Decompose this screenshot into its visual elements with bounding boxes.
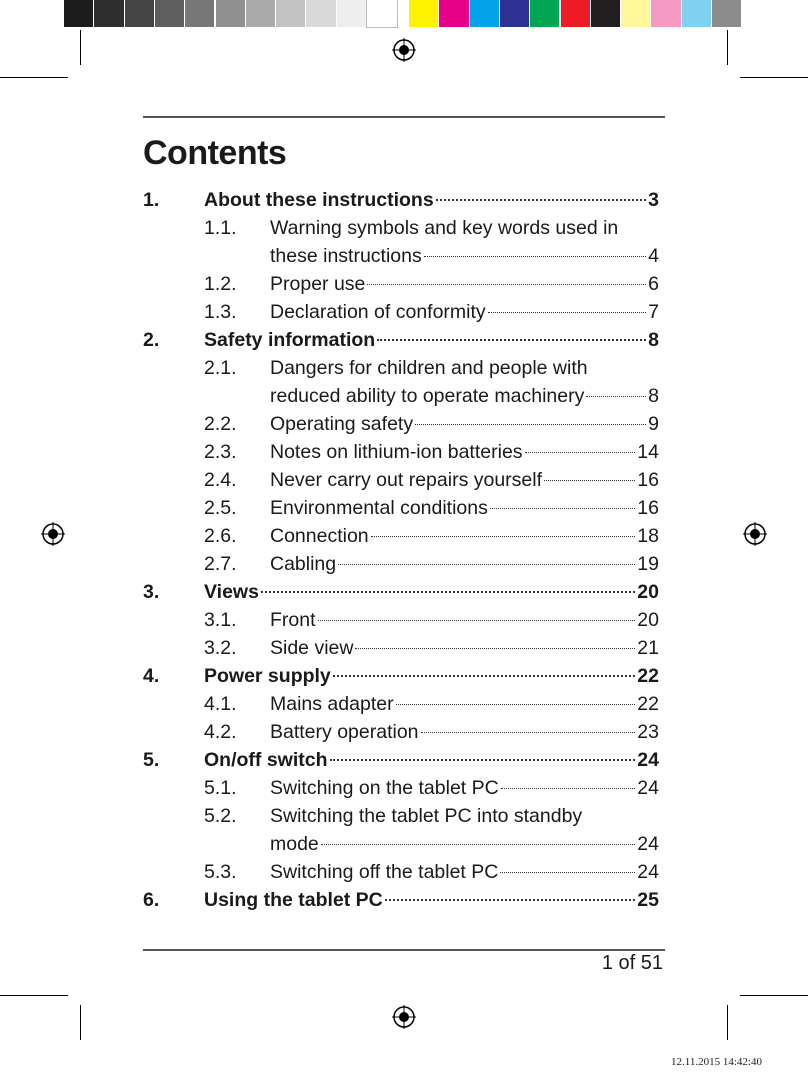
toc-entry-text: [204, 886, 659, 914]
registration-mark-icon: [743, 522, 767, 546]
toc-entry-text: [270, 438, 659, 466]
color-swatch: [125, 0, 155, 27]
toc-entry[interactable]: [143, 522, 659, 550]
color-swatch: [712, 0, 742, 27]
toc-entry-number: 5.2.: [204, 805, 237, 827]
toc-entry-number: 2.: [143, 329, 160, 351]
toc-entry-number: 2.6.: [204, 525, 237, 547]
dot-leader: [261, 591, 635, 593]
toc-entry-number: 1.3.: [204, 301, 237, 323]
toc-entry[interactable]: [143, 466, 659, 494]
toc-entry[interactable]: [143, 802, 659, 858]
toc-entry[interactable]: [143, 858, 659, 886]
registration-mark-icon: [41, 522, 65, 546]
dot-leader: [490, 508, 635, 509]
toc-entry-title: Views: [204, 581, 259, 603]
toc-entry-page: 18: [637, 525, 659, 547]
toc-entry-page: 20: [637, 609, 659, 631]
dot-leader: [367, 284, 646, 285]
toc-entry-number: 4.1.: [204, 693, 237, 715]
toc-entry-title: Notes on lithium-ion batteries: [270, 441, 523, 463]
registration-mark-icon: [392, 1005, 416, 1029]
toc-entry[interactable]: [143, 410, 659, 438]
print-timestamp: 12.11.2015 14:42:40: [671, 1056, 762, 1068]
toc-entry-number: 5.3.: [204, 861, 237, 883]
toc-entry-number: 1.: [143, 189, 160, 211]
color-swatch: [561, 0, 591, 27]
toc-entry[interactable]: [143, 214, 659, 270]
toc-entry-title: Power supply: [204, 665, 331, 687]
toc-entry-number: 3.2.: [204, 637, 237, 659]
dot-leader: [525, 452, 636, 453]
color-swatch: [337, 0, 367, 27]
color-swatch: [500, 0, 530, 27]
dot-leader: [501, 788, 636, 789]
dot-leader: [321, 844, 636, 845]
toc-entry-title: Never carry out repairs yourself: [270, 469, 543, 491]
toc-entry-text: [270, 354, 659, 410]
toc-entry[interactable]: [143, 606, 659, 634]
toc-entry[interactable]: [143, 634, 659, 662]
dot-leader: [318, 620, 636, 621]
toc-entry-page: 14: [637, 441, 659, 463]
toc-entry-page: 8: [648, 385, 659, 407]
color-swatch: [530, 0, 560, 27]
color-swatch: [94, 0, 124, 27]
toc-entry-title: reduced ability to operate machinery: [270, 385, 585, 407]
toc-entry-text: [270, 774, 659, 802]
color-swatch: [276, 0, 306, 27]
toc-entry[interactable]: [143, 886, 659, 914]
toc-entry[interactable]: [143, 326, 659, 354]
toc-entry-text: [270, 606, 659, 634]
toc-entry[interactable]: [143, 550, 659, 578]
toc-entry-title: Safety information: [204, 329, 376, 351]
toc-entry-number: 3.1.: [204, 609, 237, 631]
toc-entry-text: [270, 522, 659, 550]
color-swatch: [409, 0, 439, 27]
toc-entry-number: 2.5.: [204, 497, 237, 519]
toc-entry-text: [270, 214, 659, 270]
toc-entry-title: Dangers for children and people with: [270, 357, 588, 379]
toc-entry-page: 16: [637, 469, 659, 491]
toc-entry-page: 21: [637, 637, 659, 659]
toc-entry-text: [270, 718, 659, 746]
toc-entry-number: 2.7.: [204, 553, 237, 575]
toc-entry-text: [270, 298, 659, 326]
toc-entry-page: 24: [637, 749, 659, 771]
toc-entry-title: Switching off the tablet PC: [270, 861, 499, 883]
toc-entry[interactable]: [143, 494, 659, 522]
toc-entry-title: Front: [270, 609, 316, 631]
color-swatch: [439, 0, 469, 27]
toc-entry-text: [270, 494, 659, 522]
color-swatch: [306, 0, 336, 27]
toc-entry-text: [270, 550, 659, 578]
toc-entry[interactable]: [143, 746, 659, 774]
toc-entry[interactable]: [143, 438, 659, 466]
toc-entry-text: [270, 802, 659, 858]
color-swatch: [367, 0, 397, 27]
toc-entry-text: [270, 690, 659, 718]
toc-entry-page: 25: [637, 889, 659, 911]
toc-entry-title: Environmental conditions: [270, 497, 488, 519]
dot-leader: [544, 480, 635, 481]
toc-entry-title: About these instructions: [204, 189, 434, 211]
toc-entry-text: [204, 186, 659, 214]
color-swatch: [216, 0, 246, 27]
toc-entry-page: 24: [637, 777, 659, 799]
color-swatch: [621, 0, 651, 27]
toc-entry-title: On/off switch: [204, 749, 328, 771]
toc-entry-page: 22: [637, 665, 659, 687]
toc-entry-page: 9: [648, 413, 659, 435]
toc-entry[interactable]: [143, 690, 659, 718]
toc-entry[interactable]: [143, 578, 659, 606]
table-of-contents: [143, 186, 659, 914]
toc-entry-number: 2.3.: [204, 441, 237, 463]
top-rule: [143, 116, 665, 118]
toc-entry-number: 5.1.: [204, 777, 237, 799]
color-swatch: [682, 0, 712, 27]
page-number: 1 of 51: [601, 952, 663, 974]
color-swatch: [64, 0, 94, 27]
dot-leader: [424, 256, 646, 257]
color-swatch: [155, 0, 185, 27]
toc-entry-page: 22: [637, 693, 659, 715]
toc-entry-number: 1.2.: [204, 273, 237, 295]
toc-entry-number: 2.4.: [204, 469, 237, 491]
toc-entry-title: Operating safety: [270, 413, 414, 435]
toc-entry-title: Switching the tablet PC into standby: [270, 805, 583, 827]
dot-leader: [500, 872, 635, 873]
toc-entry-title: mode: [270, 833, 319, 855]
bottom-rule: [143, 949, 665, 951]
toc-entry-page: 23: [637, 721, 659, 743]
toc-entry-number: 1.1.: [204, 217, 237, 239]
toc-entry-page: 24: [637, 833, 659, 855]
toc-entry-page: 16: [637, 497, 659, 519]
toc-entry-page: 24: [637, 861, 659, 883]
dot-leader: [355, 648, 635, 649]
dot-leader: [385, 899, 636, 901]
toc-entry-title: Cabling: [270, 553, 337, 575]
toc-entry-text: [270, 270, 659, 298]
toc-entry-title: Side view: [270, 637, 354, 659]
toc-entry[interactable]: [143, 662, 659, 690]
toc-entry-title: Using the tablet PC: [204, 889, 383, 911]
toc-entry[interactable]: [143, 354, 659, 410]
toc-entry-title: Proper use: [270, 273, 366, 295]
dot-leader: [415, 424, 646, 425]
color-swatch: [246, 0, 276, 27]
toc-entry-text: [204, 746, 659, 774]
toc-entry-title: Connection: [270, 525, 369, 547]
toc-entry-number: 4.2.: [204, 721, 237, 743]
toc-entry-number: 6.: [143, 889, 160, 911]
toc-entry-title: Mains adapter: [270, 693, 394, 715]
dot-leader: [338, 564, 635, 565]
toc-entry-page: 20: [637, 581, 659, 603]
toc-entry-text: [270, 858, 659, 886]
dot-leader: [586, 396, 646, 397]
color-swatch: [470, 0, 500, 27]
page-title: Contents: [143, 134, 287, 172]
toc-entry-number: 5.: [143, 749, 160, 771]
toc-entry[interactable]: [143, 718, 659, 746]
toc-entry-number: 2.1.: [204, 357, 237, 379]
toc-entry-title: Battery operation: [270, 721, 419, 743]
toc-entry-page: 7: [648, 301, 659, 323]
toc-entry-number: 4.: [143, 665, 160, 687]
dot-leader: [488, 312, 646, 313]
toc-entry-number: 2.2.: [204, 413, 237, 435]
toc-entry-text: [204, 578, 659, 606]
toc-entry-text: [204, 662, 659, 690]
toc-entry-title: Declaration of conformity: [270, 301, 486, 323]
dot-leader: [330, 759, 636, 761]
toc-entry-text: [270, 634, 659, 662]
toc-entry[interactable]: [143, 298, 659, 326]
toc-entry-page: 6: [648, 273, 659, 295]
toc-entry-number: 3.: [143, 581, 160, 603]
color-swatch: [651, 0, 681, 27]
dot-leader: [377, 339, 646, 341]
color-swatch: [185, 0, 215, 27]
toc-entry-page: 8: [648, 329, 659, 351]
toc-entry-text: [270, 466, 659, 494]
toc-entry[interactable]: [143, 270, 659, 298]
color-swatch: [591, 0, 621, 27]
toc-entry[interactable]: [143, 186, 659, 214]
toc-entry-title: Warning symbols and key words used in: [270, 217, 619, 239]
dot-leader: [371, 536, 636, 537]
toc-entry-page: 4: [648, 245, 659, 267]
toc-entry-title: these instructions: [270, 245, 422, 267]
toc-entry-title: Switching on the tablet PC: [270, 777, 499, 799]
dot-leader: [333, 675, 636, 677]
toc-entry-text: [270, 410, 659, 438]
toc-entry[interactable]: [143, 774, 659, 802]
toc-entry-page: 3: [648, 189, 659, 211]
dot-leader: [421, 732, 636, 733]
dot-leader: [436, 199, 646, 201]
toc-entry-page: 19: [637, 553, 659, 575]
registration-mark-icon: [392, 38, 416, 62]
dot-leader: [396, 704, 636, 705]
toc-entry-text: [204, 326, 659, 354]
